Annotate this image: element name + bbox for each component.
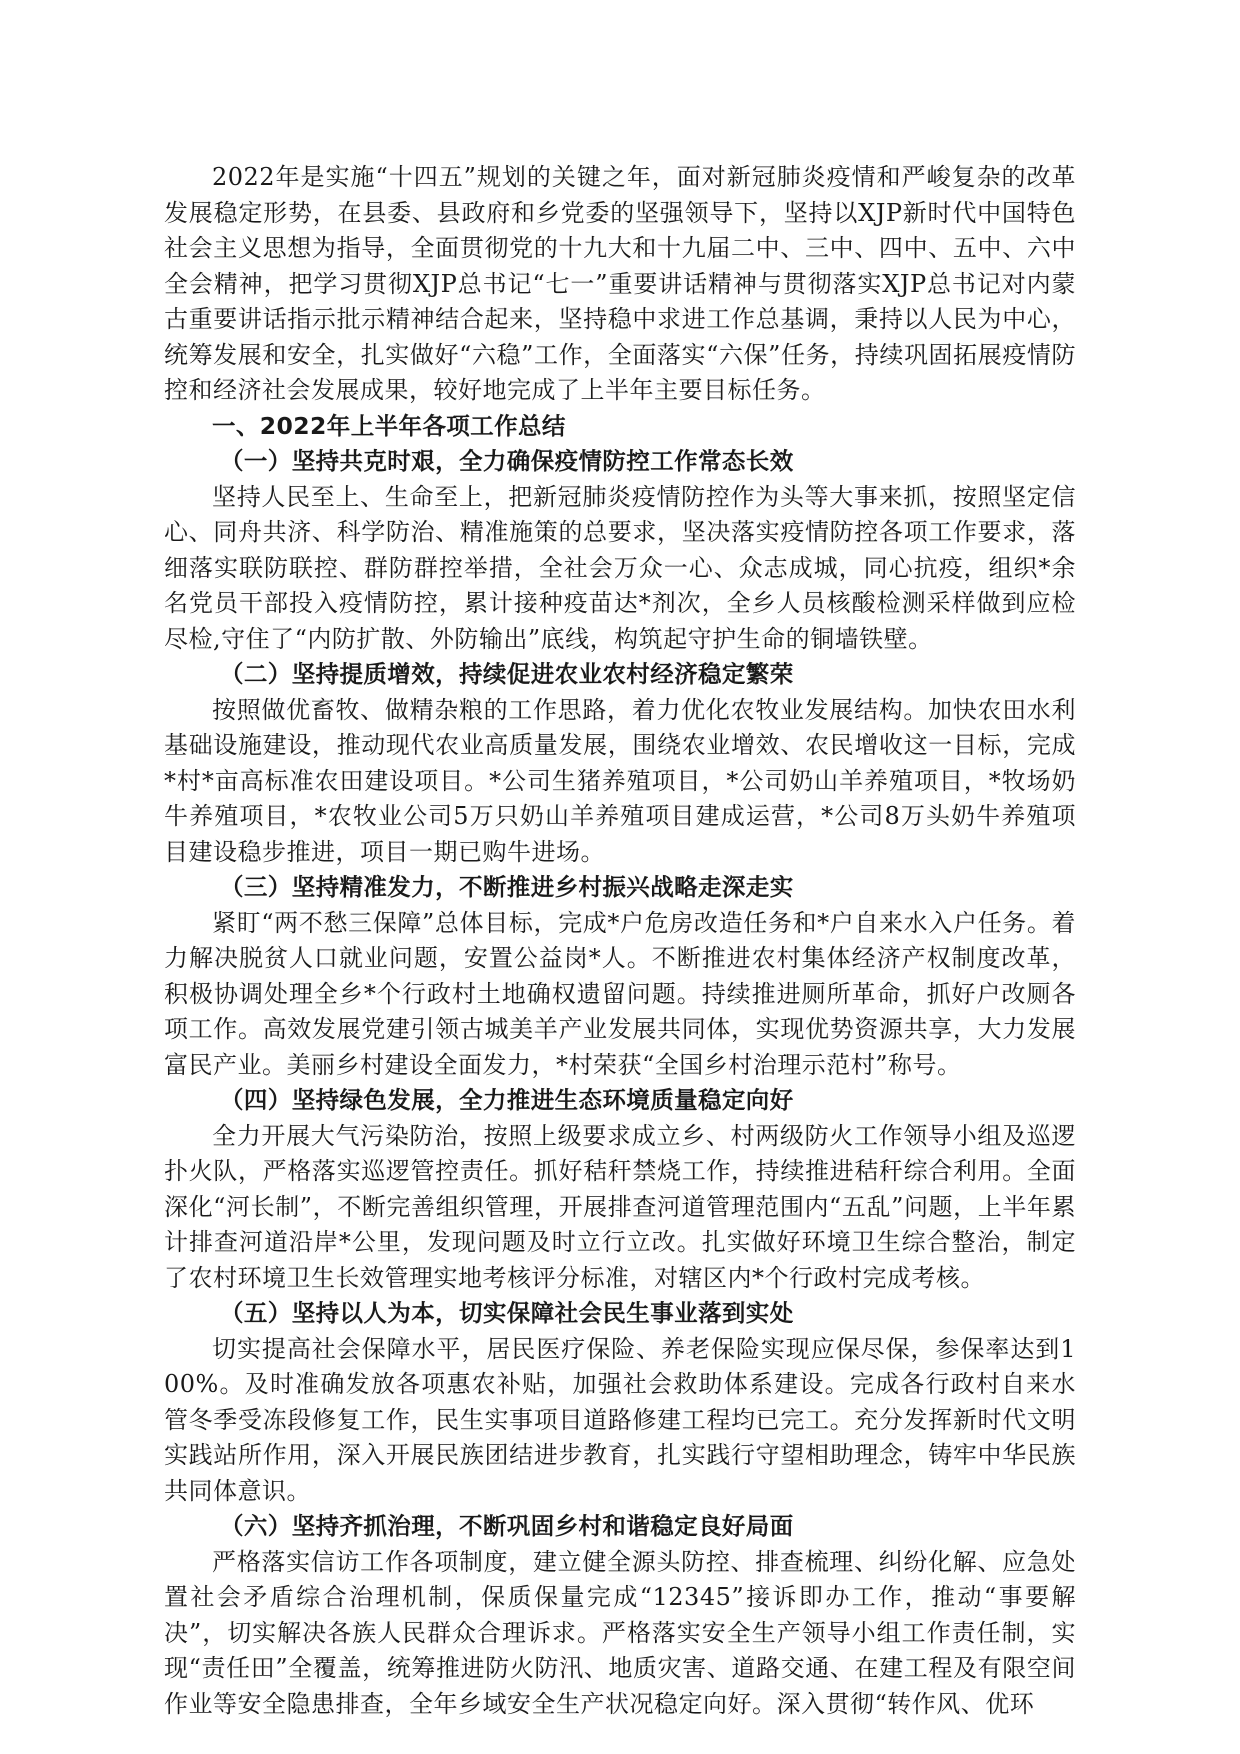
subsection-5-body: 切实提高社会保障水平，居民医疗保险、养老保险实现应保尽保，参保率达到100%。及时准确发放各项惠农补贴，加强社会救助体系建设。完成各行政村自来水管冬季受冻段修复工作，民生实事项目道路修建工程均已完工。充分发挥新时代文明实践站所作用，深入开展民族团结进步教育，扎实践行守望相助理念，铸牢中华民族共同体意识。	[164, 1334, 1076, 1505]
document-content	[164, 160, 1076, 1722]
subsection-4-body: 全力开展大气污染防治，按照上级要求成立乡、村两级防火工作领导小组及巡逻扑火队，严格落实巡逻管控责任。抓好秸秆禁烧工作，持续推进秸秆综合利用。全面深化“河长制”，不断完善组织管理，开展排查河道管理范围内“五乱”问题，上半年累计排查河道沿岸*公里，发现问题及时立行立改。扎实做好环境卫生综合整治，制定了农村环境卫生长效管理实地考核评分标准，对辖区内*个行政村完成考核。	[164, 1121, 1076, 1292]
intro-paragraph: 2022年是实施“十四五”规划的关键之年，面对新冠肺炎疫情和严峻复杂的改革发展稳定形势，在县委、县政府和乡党委的坚强领导下，坚持以XJP新时代中国特色社会主义思想为指导，全面贯彻党的十九大和十九届二中、三中、四中、五中、六中全会精神，把学习贯彻XJP总书记“七一”重要讲话精神与贯彻落实XJP总书记对内蒙古重要讲话指示批示精神结合起来，坚持稳中求进工作总基调，秉持以人民为中心，统筹发展和安全，扎实做好“六稳”工作，全面落实“六保”任务，持续巩固拓展疫情防控和经济社会发展成果，较好地完成了上半年主要目标任务。	[164, 163, 1076, 404]
subsection-3-body: 紧盯“两不愁三保障”总体目标，完成*户危房改造任务和*户自来水入户任务。着力解决脱贫人口就业问题，安置公益岗*人。不断推进农村集体经济产权制度改革，积极协调处理全乡*个行政村土地确权遗留问题。持续推进厕所革命，抓好户改厕各项工作。高效发展党建引领古城美羊产业发展共同体，实现优势资源共享，大力发展富民产业。美丽乡村建设全面发力，*村荣获“全国乡村治理示范村”称号。	[164, 908, 1076, 1079]
subsection-3-title: （三）坚持精准发力，不断推进乡村振兴战略走深走实	[220, 873, 794, 901]
subsection-1-body: 坚持人民至上、生命至上，把新冠肺炎疫情防控作为头等大事来抓，按照坚定信心、同舟共济、科学防治、精准施策的总要求，坚决落实疫情防控各项工作要求，落细落实联防联控、群防群控举措，全社会万众一心、众志成城，同心抗疫，组织*余名党员干部投入疫情防控，累计接种疫苗达*剂次，全乡人员核酸检测采样做到应检尽检,守住了“内防扩散、外防输出”底线，构筑起守护生命的铜墙铁壁。	[164, 482, 1076, 653]
subsection-2-body: 按照做优畜牧、做精杂粮的工作思路，着力优化农牧业发展结构。加快农田水利基础设施建设，推动现代农业高质量发展，围绕农业增效、农民增收这一目标，完成*村*亩高标准农田建设项目。*公司生猪养殖项目，*公司奶山羊养殖项目，*牧场奶牛养殖项目，*农牧业公司5万只奶山羊养殖项目建成运营，*公司8万头奶牛养殖项目建设稳步推进，项目一期已购牛进场。	[164, 695, 1076, 866]
subsection-4-title: （四）坚持绿色发展，全力推进生态环境质量稳定向好	[220, 1086, 794, 1114]
subsection-5-title: （五）坚持以人为本，切实保障社会民生事业落到实处	[220, 1299, 794, 1327]
subsection-6-body: 严格落实信访工作各项制度，建立健全源头防控、排查梳理、纠纷化解、应急处置社会矛盾综合治理机制，保质保量完成“12345”接诉即办工作，推动“事要解决”，切实解决各族人民群众合理诉求。严格落实安全生产领导小组工作责任制，实现“责任田”全覆盖，统筹推进防火防汛、地质灾害、道路交通、在建工程及有限空间作业等安全隐患排查，全年乡域安全生产状况稳定向好。深入贯彻“转作风、优环	[164, 1547, 1076, 1718]
subsection-1-title: （一）坚持共克时艰，全力确保疫情防控工作常态长效	[220, 447, 794, 475]
subsection-6-title: （六）坚持齐抓治理，不断巩固乡村和谐稳定良好局面	[220, 1512, 794, 1540]
subsection-2-title: （二）坚持提质增效，持续促进农业农村经济稳定繁荣	[220, 660, 794, 688]
section-title: 一、2022年上半年各项工作总结	[212, 411, 566, 440]
